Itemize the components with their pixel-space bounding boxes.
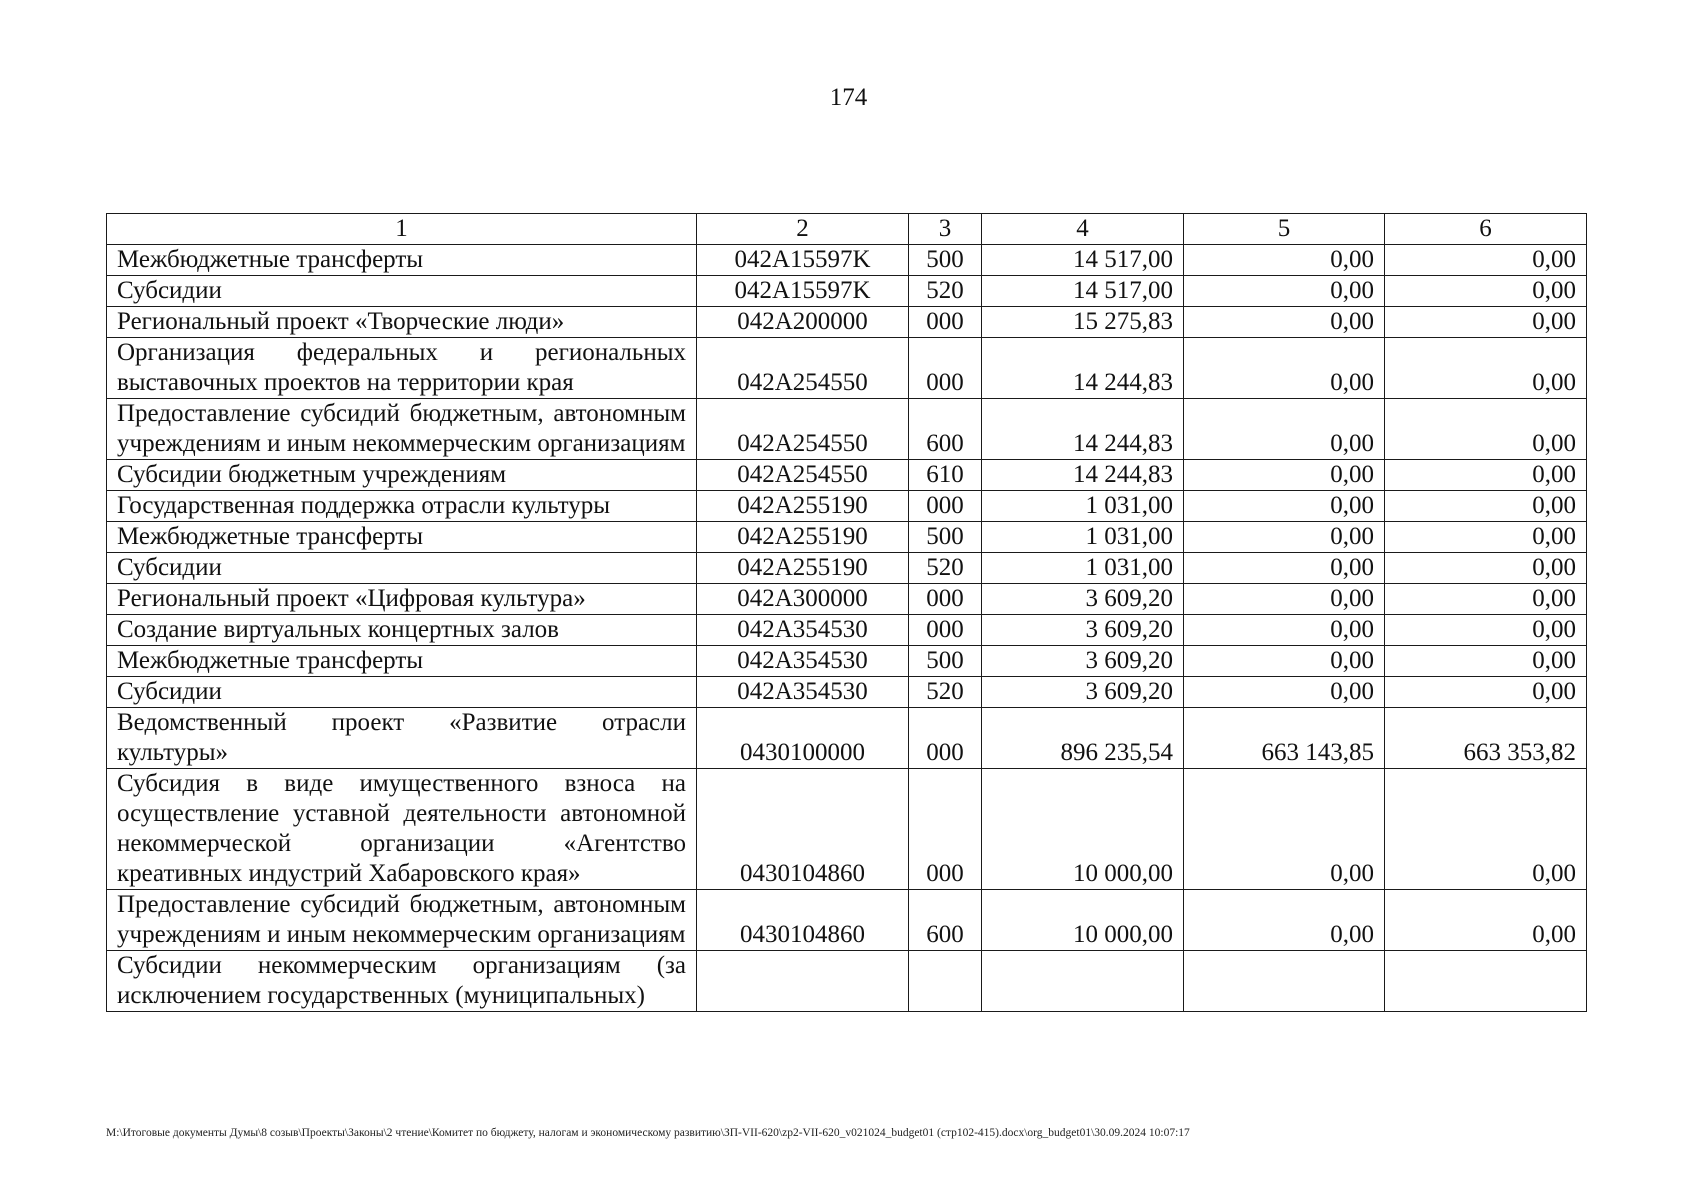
- table-row: [107, 769, 1587, 890]
- row-amount-col5: 0,00: [1184, 276, 1385, 307]
- table-row: [107, 245, 1587, 276]
- row-expense-type: 000: [909, 584, 982, 615]
- row-code: [697, 951, 909, 1012]
- row-name: Субсидия в виде имущественного взноса на осуществление уставной деятельности автономной некоммерческой организации «Агентство креативных индустрий Хабаровского края»: [107, 769, 697, 890]
- row-expense-type: 000: [909, 708, 982, 769]
- row-amount-col4: 3 609,20: [982, 646, 1184, 677]
- row-amount-col4: 14 244,83: [982, 399, 1184, 460]
- row-amount-col5: 0,00: [1184, 338, 1385, 399]
- row-amount-col5: 663 143,85: [1184, 708, 1385, 769]
- row-amount-col5: [1184, 951, 1385, 1012]
- row-amount-col5: 0,00: [1184, 307, 1385, 338]
- column-header: 5: [1184, 214, 1385, 245]
- column-header: 3: [909, 214, 982, 245]
- row-amount-col6: 0,00: [1385, 584, 1587, 615]
- row-amount-col6: 0,00: [1385, 890, 1587, 951]
- row-expense-type: 000: [909, 307, 982, 338]
- row-code: 042A354530: [697, 646, 909, 677]
- row-expense-type: 600: [909, 890, 982, 951]
- table-row: [107, 307, 1587, 338]
- row-amount-col4: 14 517,00: [982, 276, 1184, 307]
- row-amount-col5: 0,00: [1184, 491, 1385, 522]
- row-expense-type: 520: [909, 276, 982, 307]
- row-code: 0430104860: [697, 890, 909, 951]
- row-name: Предоставление субсидий бюджетным, автономным учреждениям и иным некоммерческим организациям: [107, 399, 697, 460]
- table-row: [107, 584, 1587, 615]
- row-amount-col6: 0,00: [1385, 553, 1587, 584]
- row-amount-col4: 15 275,83: [982, 307, 1184, 338]
- row-amount-col6: 0,00: [1385, 615, 1587, 646]
- row-code: 0430100000: [697, 708, 909, 769]
- row-expense-type: 610: [909, 460, 982, 491]
- row-code: 042A200000: [697, 307, 909, 338]
- row-code: 0430104860: [697, 769, 909, 890]
- row-name: Предоставление субсидий бюджетным, автономным учреждениям и иным некоммерческим организациям: [107, 890, 697, 951]
- table-row: [107, 553, 1587, 584]
- row-amount-col4: 1 031,00: [982, 491, 1184, 522]
- column-header: 4: [982, 214, 1184, 245]
- row-name: Создание виртуальных концертных залов: [107, 615, 697, 646]
- page-number: 174: [829, 84, 868, 111]
- row-amount-col4: 1 031,00: [982, 553, 1184, 584]
- table-row: [107, 399, 1587, 460]
- row-amount-col6: 0,00: [1385, 677, 1587, 708]
- document-path-footer: M:\Итоговые документы Думы\8 созыв\Проекты\Законы\2 чтение\Комитет по бюджету, налогам и экономическому развитию\ЗП-VII-620\zp2-VII-620_v021024_budget01 (стр102-415).docx\org_budget01\30.09.2024 10:07:17: [106, 1127, 1190, 1139]
- row-name: Межбюджетные трансферты: [107, 245, 697, 276]
- table-row: [107, 890, 1587, 951]
- row-amount-col5: 0,00: [1184, 553, 1385, 584]
- row-code: 042A300000: [697, 584, 909, 615]
- table-row: [107, 951, 1587, 1012]
- column-header: 1: [107, 214, 697, 245]
- budget-table: [106, 213, 1587, 1012]
- table-row: [107, 460, 1587, 491]
- row-amount-col4: 14 244,83: [982, 338, 1184, 399]
- table-row: [107, 615, 1587, 646]
- row-expense-type: 000: [909, 615, 982, 646]
- row-name: Субсидии: [107, 276, 697, 307]
- row-amount-col4: 14 517,00: [982, 245, 1184, 276]
- row-amount-col5: 0,00: [1184, 522, 1385, 553]
- row-amount-col6: 0,00: [1385, 307, 1587, 338]
- row-amount-col6: 0,00: [1385, 522, 1587, 553]
- row-name: Региональный проект «Творческие люди»: [107, 307, 697, 338]
- row-name: Субсидии: [107, 677, 697, 708]
- row-expense-type: [909, 951, 982, 1012]
- row-name: Субсидии: [107, 553, 697, 584]
- table-row: [107, 677, 1587, 708]
- row-expense-type: 500: [909, 522, 982, 553]
- row-amount-col4: 896 235,54: [982, 708, 1184, 769]
- row-name: Государственная поддержка отрасли культуры: [107, 491, 697, 522]
- row-expense-type: 500: [909, 245, 982, 276]
- row-amount-col5: 0,00: [1184, 460, 1385, 491]
- row-expense-type: 520: [909, 677, 982, 708]
- column-header: 2: [697, 214, 909, 245]
- table-row: [107, 276, 1587, 307]
- row-amount-col6: 0,00: [1385, 399, 1587, 460]
- row-code: 042A15597K: [697, 276, 909, 307]
- row-amount-col6: 0,00: [1385, 338, 1587, 399]
- header-row: [107, 214, 1587, 245]
- row-amount-col4: 10 000,00: [982, 890, 1184, 951]
- row-amount-col5: 0,00: [1184, 399, 1385, 460]
- row-expense-type: 000: [909, 338, 982, 399]
- table-row: [107, 338, 1587, 399]
- row-code: 042A254550: [697, 338, 909, 399]
- row-amount-col5: 0,00: [1184, 584, 1385, 615]
- table-row: [107, 708, 1587, 769]
- row-code: 042A254550: [697, 399, 909, 460]
- row-name: Региональный проект «Цифровая культура»: [107, 584, 697, 615]
- row-amount-col5: 0,00: [1184, 677, 1385, 708]
- row-expense-type: 520: [909, 553, 982, 584]
- row-amount-col5: 0,00: [1184, 245, 1385, 276]
- row-expense-type: 500: [909, 646, 982, 677]
- row-name: Ведомственный проект «Развитие отрасли культуры»: [107, 708, 697, 769]
- column-header: 6: [1385, 214, 1587, 245]
- row-amount-col6: [1385, 951, 1587, 1012]
- row-name: Межбюджетные трансферты: [107, 522, 697, 553]
- row-amount-col5: 0,00: [1184, 646, 1385, 677]
- row-amount-col4: 3 609,20: [982, 677, 1184, 708]
- table-row: [107, 522, 1587, 553]
- row-expense-type: 600: [909, 399, 982, 460]
- row-amount-col5: 0,00: [1184, 769, 1385, 890]
- row-code: 042A354530: [697, 677, 909, 708]
- row-amount-col6: 0,00: [1385, 276, 1587, 307]
- row-code: 042A15597K: [697, 245, 909, 276]
- row-code: 042A255190: [697, 522, 909, 553]
- row-amount-col4: 3 609,20: [982, 584, 1184, 615]
- row-name: Организация федеральных и региональных выставочных проектов на территории края: [107, 338, 697, 399]
- row-code: 042A255190: [697, 553, 909, 584]
- row-amount-col6: 0,00: [1385, 460, 1587, 491]
- row-amount-col6: 0,00: [1385, 646, 1587, 677]
- row-amount-col4: 14 244,83: [982, 460, 1184, 491]
- row-amount-col5: 0,00: [1184, 890, 1385, 951]
- row-amount-col4: [982, 951, 1184, 1012]
- row-amount-col4: 10 000,00: [982, 769, 1184, 890]
- row-name: Межбюджетные трансферты: [107, 646, 697, 677]
- table-row: [107, 491, 1587, 522]
- row-amount-col6: 0,00: [1385, 769, 1587, 890]
- row-code: 042A354530: [697, 615, 909, 646]
- row-amount-col5: 0,00: [1184, 615, 1385, 646]
- row-expense-type: 000: [909, 769, 982, 890]
- row-name: Субсидии бюджетным учреждениям: [107, 460, 697, 491]
- table-row: [107, 646, 1587, 677]
- row-amount-col4: 3 609,20: [982, 615, 1184, 646]
- row-amount-col6: 0,00: [1385, 491, 1587, 522]
- row-amount-col6: 0,00: [1385, 245, 1587, 276]
- row-code: 042A254550: [697, 460, 909, 491]
- row-amount-col4: 1 031,00: [982, 522, 1184, 553]
- row-expense-type: 000: [909, 491, 982, 522]
- row-code: 042A255190: [697, 491, 909, 522]
- row-amount-col6: 663 353,82: [1385, 708, 1587, 769]
- row-name: Субсидии некоммерческим организациям (за исключением государственных (муниципальных): [107, 951, 697, 1012]
